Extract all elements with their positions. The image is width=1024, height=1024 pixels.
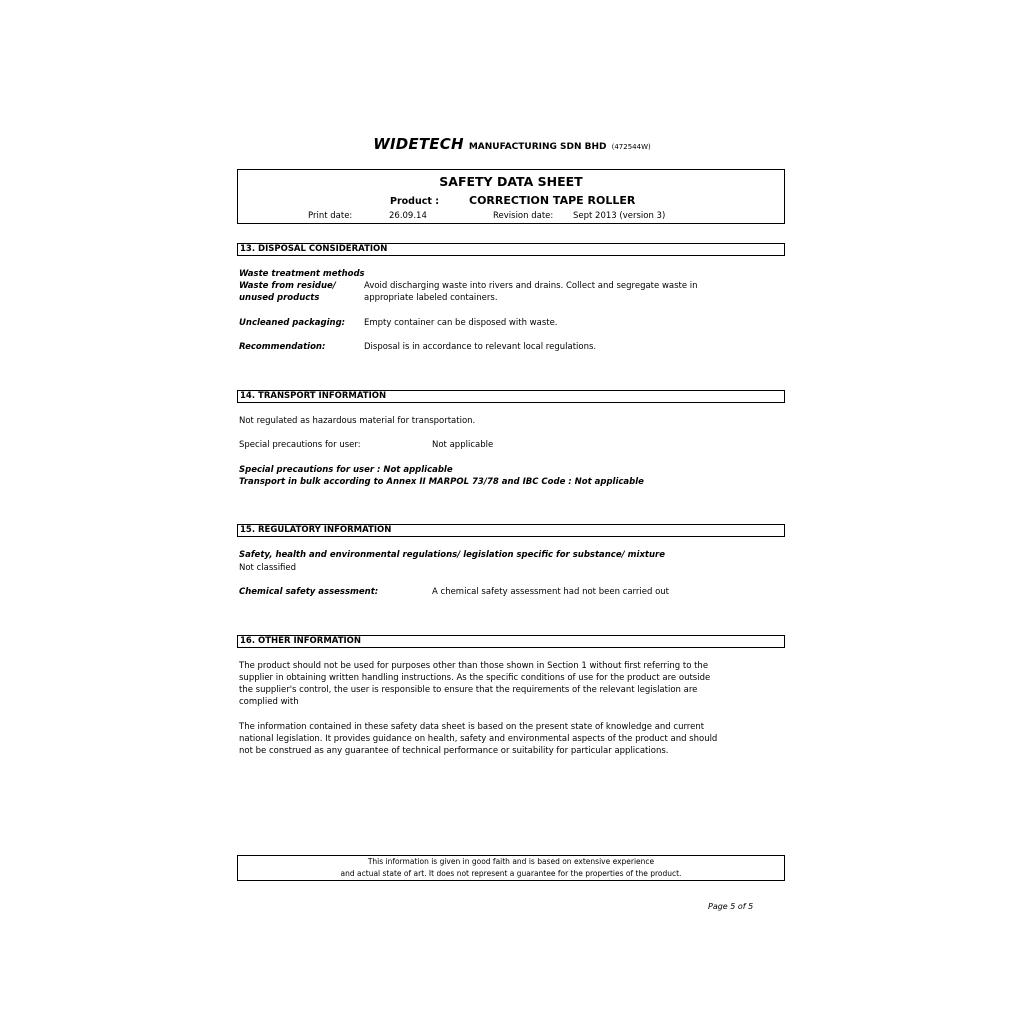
other-info-paragraph-2 [239, 721, 717, 757]
sds-header-box [237, 169, 785, 224]
other-info-paragraph-1 [239, 660, 710, 708]
section-13-heading: 13. DISPOSAL CONSIDERATION [237, 243, 785, 256]
regulations-label: Safety, health and environmental regulations/ legislation specific for substance/ mixture [239, 550, 666, 560]
disclaimer-line-2: and actual state of art. It does not represent a guarantee for the properties of the product. [340, 869, 682, 878]
sds-title: SAFETY DATA SHEET [439, 174, 583, 189]
not-regulated-text: Not regulated as hazardous material for transportation. [239, 416, 476, 426]
company-reg-no: (472544W) [611, 143, 651, 151]
company-header [0, 134, 1024, 153]
waste-methods-label: Waste treatment methods [239, 269, 365, 279]
residue-text-line1: Avoid discharging waste into rivers and drains. Collect and segregate waste in [364, 281, 698, 291]
product-label: Product : [390, 196, 440, 207]
uncleaned-label: Uncleaned packaging: [239, 318, 346, 328]
paragraph-line: supplier in obtaining written handling instructions. As the specific conditions of use for the product are outside [239, 673, 711, 683]
disclaimer-box [237, 855, 785, 881]
paragraph-line: the supplier's control, the user is responsible to ensure that the requirements of the relevant legislation are [239, 685, 698, 695]
csa-value: A chemical safety assessment had not been carried out [432, 587, 669, 597]
paragraph-line: The product should not be used for purposes other than those shown in Section 1 without first referring to the [239, 661, 709, 671]
not-classified-text: Not classified [239, 563, 297, 573]
residue-label-line2: unused products [239, 293, 320, 303]
special-precautions-value: Not applicable [432, 440, 494, 450]
disclaimer-line-1: This information is given in good faith and is based on extensive experience [367, 857, 655, 866]
recommendation-text: Disposal is in accordance to relevant local regulations. [364, 342, 597, 352]
brand-name: WIDETECH [373, 135, 464, 153]
section-14-heading: 14. TRANSPORT INFORMATION [237, 390, 785, 403]
page-number: Page 5 of 5 [708, 902, 754, 911]
paragraph-line: The information contained in these safety data sheet is based on the present state of knowledge and current [239, 722, 705, 732]
paragraph-line: national legislation. It provides guidance on health, safety and environmental aspects of the product and should [239, 734, 718, 744]
print-date-value: 26.09.14 [389, 211, 427, 221]
residue-label-line1: Waste from residue/ [239, 281, 336, 291]
paragraph-line: complied with [239, 697, 299, 707]
transport-bulk-bold: Transport in bulk according to Annex II MARPOL 73/78 and IBC Code : Not applicable [239, 477, 644, 487]
revision-date-value: Sept 2013 (version 3) [573, 211, 666, 221]
company-name: MANUFACTURING SDN BHD [468, 142, 607, 152]
residue-text-line2: appropriate labeled containers. [364, 293, 498, 303]
revision-date-label: Revision date: [493, 211, 554, 221]
section-15-heading: 15. REGULATORY INFORMATION [237, 524, 785, 537]
print-date-label: Print date: [308, 211, 353, 221]
csa-label: Chemical safety assessment: [239, 587, 379, 597]
recommendation-label: Recommendation: [239, 342, 326, 352]
paragraph-line: not be construed as any guarantee of technical performance or suitability for particular applications. [239, 746, 669, 756]
special-precautions-label: Special precautions for user: [239, 440, 361, 450]
section-16-heading: 16. OTHER INFORMATION [237, 635, 785, 648]
product-value: CORRECTION TAPE ROLLER [469, 194, 636, 207]
uncleaned-text: Empty container can be disposed with waste. [364, 318, 558, 328]
special-precautions-bold: Special precautions for user : Not applicable [239, 465, 453, 475]
